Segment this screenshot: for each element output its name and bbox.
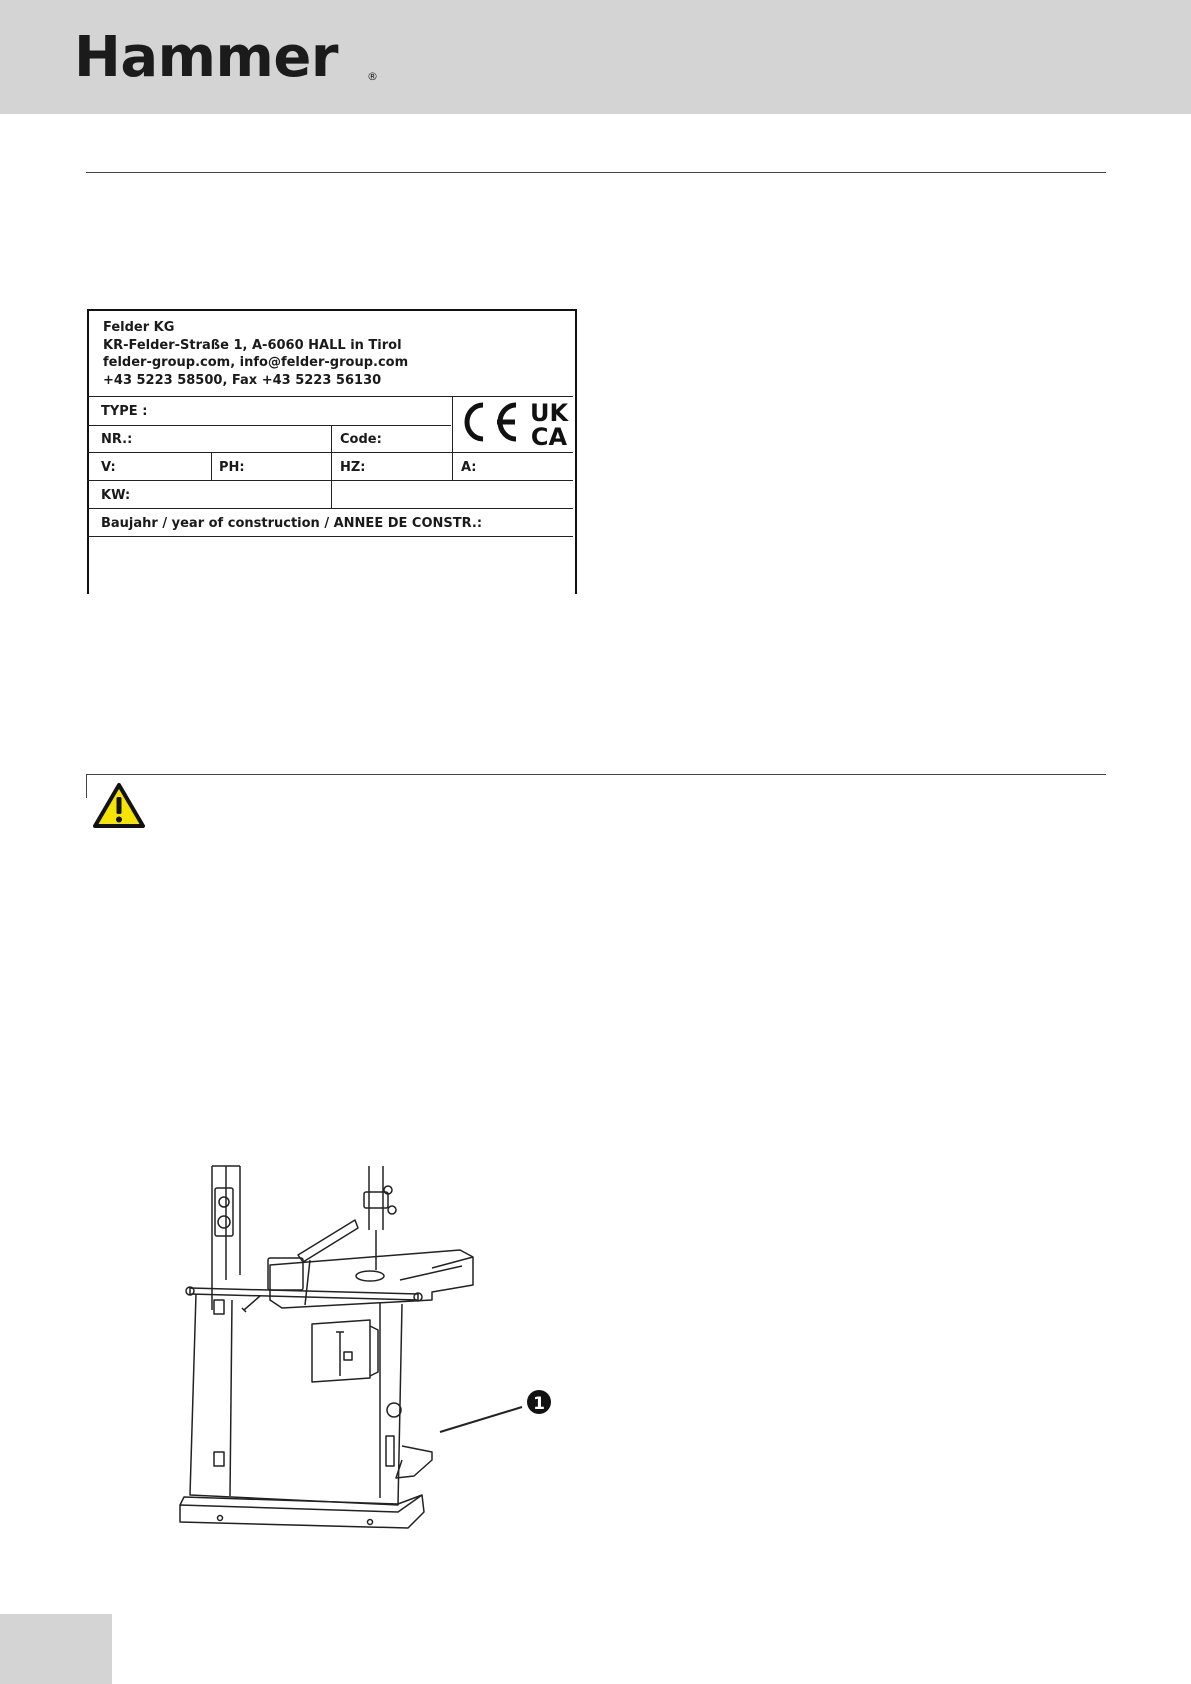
page-corner-tab bbox=[0, 1614, 112, 1684]
foot-brake-pedal bbox=[396, 1446, 432, 1478]
phase-label: PH: bbox=[219, 460, 245, 475]
voltage-label: V: bbox=[101, 460, 116, 475]
plate-divider bbox=[87, 425, 451, 426]
plate-divider-v bbox=[331, 425, 332, 480]
maker-street: KR-Felder-Straße 1, A-6060 HALL in Tirol bbox=[103, 337, 402, 353]
plate-divider bbox=[87, 480, 573, 481]
type-label: TYPE : bbox=[101, 404, 148, 419]
code-label: Code: bbox=[340, 432, 382, 447]
section-rule-top bbox=[86, 172, 1106, 173]
plate-divider bbox=[87, 508, 573, 509]
saw-rail bbox=[190, 1288, 418, 1300]
registered-mark: ® bbox=[367, 70, 378, 83]
callout-leader bbox=[440, 1407, 522, 1432]
plate-divider-v bbox=[211, 452, 212, 480]
maker-address bbox=[103, 319, 408, 389]
year-label: Baujahr / year of construction / ANNEE DE CONSTR.: bbox=[101, 516, 483, 531]
nr-label: NR.: bbox=[101, 432, 133, 447]
plate-divider-v bbox=[331, 480, 332, 508]
frequency-label: HZ: bbox=[340, 460, 366, 475]
conformity-marks bbox=[459, 395, 575, 449]
brand-logo: Hammer bbox=[74, 25, 338, 90]
maker-phone: +43 5223 58500, Fax +43 5223 56130 bbox=[103, 372, 382, 388]
section-rule-warning bbox=[86, 774, 1106, 775]
plate-divider-v bbox=[452, 396, 453, 452]
ukca-mark-bottom: CA bbox=[530, 423, 568, 449]
maker-web: felder-group.com, info@felder-group.com bbox=[103, 355, 409, 370]
kw-label: KW: bbox=[101, 488, 131, 503]
nameplate bbox=[87, 309, 577, 592]
plate-divider bbox=[87, 536, 573, 537]
plate-divider bbox=[87, 452, 573, 453]
warning-triangle-icon bbox=[92, 782, 146, 830]
plate-divider-v bbox=[452, 452, 453, 480]
bandsaw-illustration bbox=[170, 1160, 570, 1560]
amperage-label: A: bbox=[461, 460, 477, 475]
callout-number: 1 bbox=[533, 1394, 545, 1414]
ukca-mark-top: UK bbox=[529, 399, 569, 427]
section-rule-tick bbox=[86, 774, 87, 798]
ce-mark-icon bbox=[467, 405, 516, 439]
maker-name: Felder KG bbox=[103, 320, 175, 335]
